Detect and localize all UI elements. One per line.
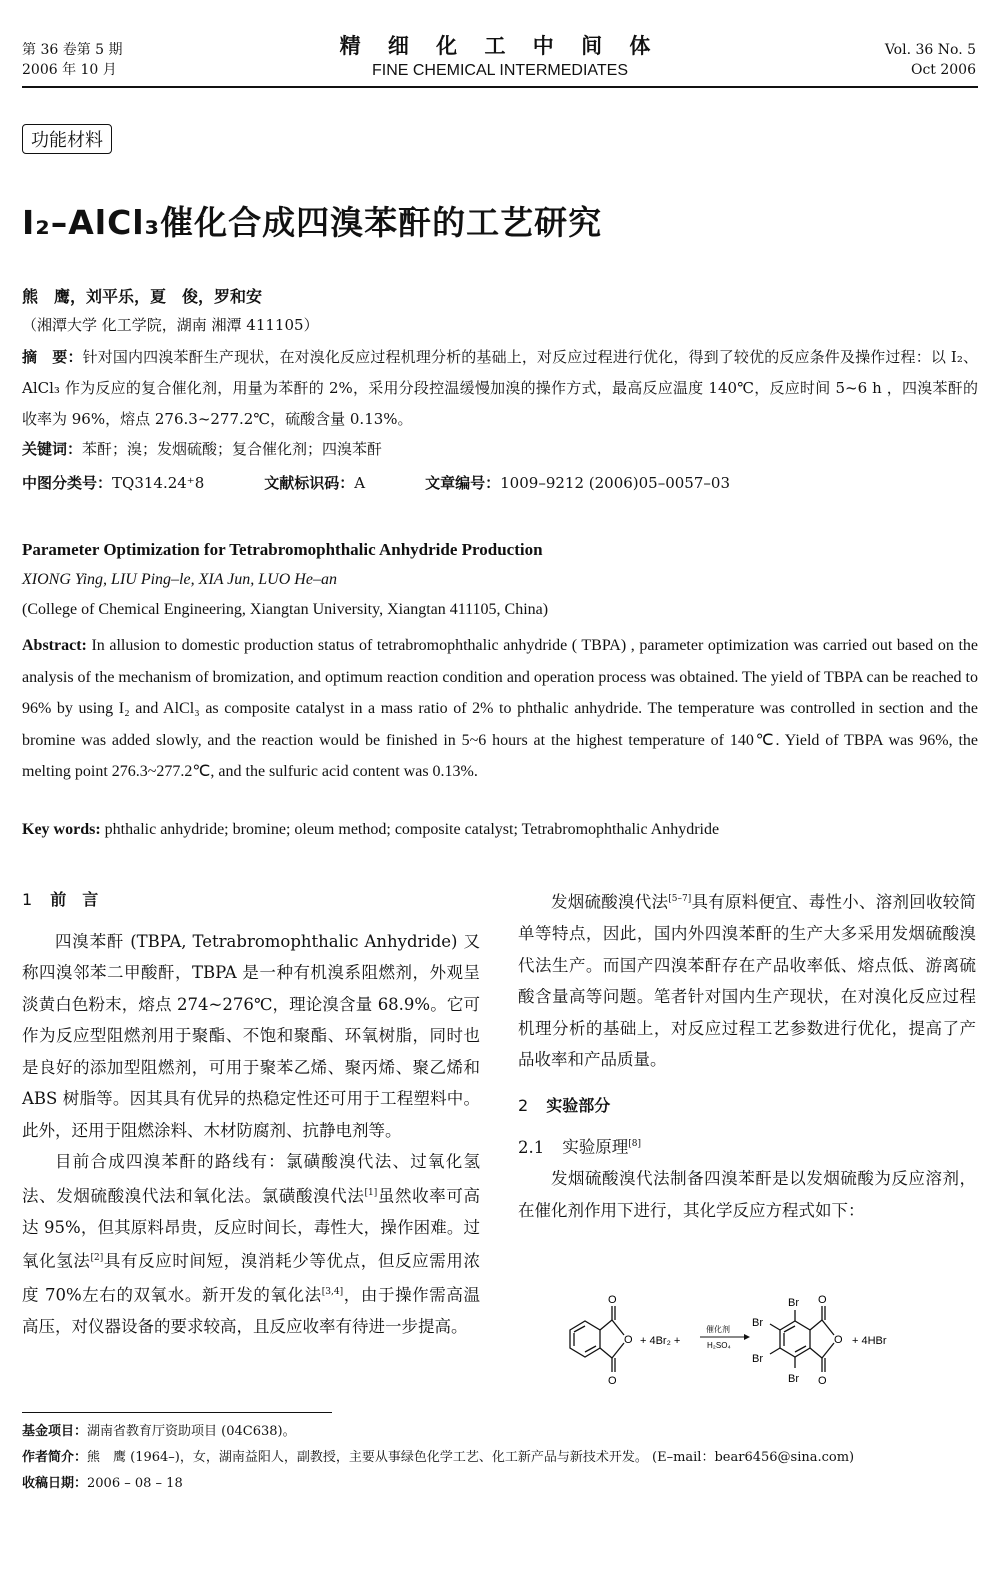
abstract-cn [22, 342, 978, 435]
citation-ref: [8] [628, 1139, 641, 1149]
doc-code [264, 472, 365, 493]
class-label: 中图分类号： [22, 474, 113, 492]
keywords-en [22, 821, 719, 839]
reagent-text: + 4Br₂ + [640, 1335, 681, 1347]
section-1-title: 前 言 [50, 890, 99, 909]
intro-p2-part-a: 目前合成四溴苯酐的路线有：氯磺酸溴代法、过氧化氢法、发烟硫酸溴代法和氧化法。氯磺酸溴代法 [22, 1152, 480, 1205]
oxygen-label: O [608, 1294, 617, 1306]
keywords-en-label: Key words: [22, 821, 101, 838]
affiliation-en: (College of Chemical Engineering, Xiangtan University, Xiangtan 411105, China) [22, 601, 549, 618]
class-number [22, 472, 204, 493]
footnote-received [22, 1472, 183, 1491]
product-text: + 4HBr [852, 1335, 887, 1347]
intro-p2-part-d: ，由于操作需高温高压，对仪器设备的要求较高，且反应收率有待进一步提高。 [22, 1285, 480, 1336]
intro-paragraph-1: 四溴苯酐 (TBPA, Tetrabromophthalic Anhydride) 又称四溴邻苯二甲酸酐，TBPA 是一种有机溴系阻燃剂，外观呈淡黄白色粉末，熔点 274~276℃，理论溴含量 68.9%。它可作为反应型阻燃剂用于聚酯、不饱和聚酯、环氧树脂，同时也是良好的添加型阻燃剂，可用于聚苯乙烯、聚丙烯、聚乙烯和 ABS 树脂等。因其具有优异的热稳定性还可用于工程塑料中。此外，还用于阻燃涂料、木材防腐剂、抗静电剂等。 [22, 931, 480, 1140]
header-rule [22, 86, 978, 88]
section-2-heading [518, 1090, 976, 1122]
footnote-label: 收稿日期： [22, 1476, 88, 1491]
abstract-text: 针对国内四溴苯酐生产现状，在对溴化反应过程机理分析的基础上，对反应过程进行优化，得到了较优的反应条件及操作过程：以 I₂、AlCl₃ 作为反应的复合催化剂，用量为苯酐的 2%，采用分段控温缓慢加溴的操作方式，最高反应温度 140℃，反应时间 5~6 h ，四溴苯酐的收率为 96%，熔点 276.3~277.2℃，硫酸含量 0.13%。 [22, 348, 978, 428]
reaction-equation [548, 1290, 968, 1400]
citation-ref: [1] [364, 1187, 378, 1198]
title-en: Parameter Optimization for Tetrabromophthalic Anhydride Production [22, 540, 543, 559]
paper-title: I₂–AlCl₃催化合成四溴苯酐的工艺研究 [22, 203, 603, 242]
tbpa-structure [770, 1306, 834, 1372]
catalyst-label: 催化剂 [706, 1325, 730, 1334]
intro-p2-part-c: 具有反应时间短，溴消耗少等优点，但反应需用浓度 70%左右的双氧水。新开发的氧化法 [22, 1251, 480, 1305]
oxygen-label: O [608, 1375, 617, 1387]
bromine-label: Br [788, 1297, 799, 1309]
issue-cn: 第 36 卷第 5 期 [22, 42, 123, 58]
left-column [22, 884, 480, 1343]
date-cn: 2006 年 10 月 [22, 62, 117, 78]
arrow-head [744, 1334, 750, 1340]
oxygen-label: O [624, 1334, 633, 1346]
abstract-en-label: Abstract: [22, 637, 87, 654]
abstract-label: 摘 要： [22, 348, 83, 366]
class-value: TQ314.24⁺8 [112, 474, 205, 492]
volume-en: Vol. 36 No. 5 [884, 42, 976, 58]
section-2-title: 实验部分 [546, 1095, 611, 1115]
footnote-text: 湖南省教育厅资助项目 (04C638)。 [87, 1424, 296, 1439]
keywords-en-text: phthalic anhydride; bromine; oleum method; composite catalyst; Tetrabromophthalic Anhydride [104, 821, 720, 838]
footnote-label: 作者简介： [22, 1450, 88, 1465]
authors-en: XIONG Ying, LIU Ping–le, XIA Jun, LUO He–an [22, 571, 337, 588]
section-2-1-number: 2.1 [518, 1137, 545, 1157]
footnote-funding [22, 1420, 296, 1439]
date-en: Oct 2006 [910, 62, 976, 78]
right-p1-part-a: 发烟硫酸溴代法 [551, 892, 669, 912]
section-tag: 功能材料 [22, 124, 112, 154]
abstract-en-text: In allusion to domestic production status of tetrabromophthalic anhydride ( TBPA) , parameter optimization was carried out based on the analysis of the mechanism of bromization, and optimum reaction condition and operation process was obtained. The yield of TBPA can be reached to 96% by using I₂ and AlCl₃ as composite catalyst in a mass ratio of 2% to phthalic anhydride. The temperature was controlled in section and the bromine was added slowly, and the reaction would be finished in 5~6 hours at the highest temperature of 140℃. Yield of TBPA was 96%, the melting point 276.3~277.2℃, and the sulfuric acid content was 0.13%. [22, 637, 979, 780]
citation-ref: [2] [90, 1253, 104, 1263]
keywords-cn [22, 438, 382, 459]
section-2-number: 2 [518, 1095, 529, 1115]
footnote-label: 基金项目： [22, 1424, 88, 1439]
oxygen-label: O [818, 1294, 827, 1306]
article-number-value: 1009–9212 (2006)05–0057–03 [500, 474, 730, 492]
section-2-1-title: 实验原理 [562, 1137, 629, 1157]
footnote-author [22, 1446, 854, 1465]
right-column [518, 884, 976, 1226]
doc-code-value: A [354, 474, 366, 492]
bromine-label: Br [752, 1353, 763, 1365]
section-2-1-heading [518, 1129, 976, 1163]
header-right [885, 40, 976, 80]
section-1-heading [22, 884, 480, 916]
journal-header [300, 30, 700, 80]
intro-p2-part-b: 虽然收率可高达 95%，但其原料昂贵，反应时间长，毒性大，操作困难。过氧化氢法 [22, 1186, 480, 1271]
keywords-text: 苯酐；溴；发烟硫酸；复合催化剂；四溴苯酐 [82, 440, 383, 458]
article-number [425, 472, 730, 493]
section-2-1-paragraph: 发烟硫酸溴代法制备四溴苯酐是以发烟硫酸为反应溶剂，在催化剂作用下进行，其化学反应方程式如下： [518, 1169, 976, 1220]
section-1-number: 1 [22, 890, 33, 909]
oxygen-label: O [834, 1334, 843, 1346]
phthalic-anhydride-structure [570, 1306, 624, 1372]
article-number-label: 文章编号： [425, 474, 501, 492]
citation-ref: [5–7] [668, 894, 692, 904]
authors-cn: 熊 鹰，刘平乐，夏 俊，罗和安 [22, 287, 263, 306]
oxygen-label: O [818, 1375, 827, 1387]
abstract-en [22, 630, 978, 788]
bromine-label: Br [752, 1317, 763, 1329]
footnote-text: 2006 – 08 – 18 [87, 1476, 183, 1491]
right-paragraph-1 [518, 884, 976, 1076]
affiliation-cn: （湘潭大学 化工学院，湖南 湘潭 411105） [22, 316, 319, 334]
footnote-text: 熊 鹰 (1964–)，女，湖南益阳人，副教授，主要从事绿色化学工艺、化工新产品与新技术开发。 (E–mail：bear6456@sina.com) [87, 1450, 855, 1465]
right-p1-part-b: 具有原料便宜、毒性小、溶剂回收较简单等特点，因此，国内外四溴苯酐的生产大多采用发烟硫酸溴代法生产。而国产四溴苯酐存在产品收率低、熔点低、游离硫酸含量高等问题。笔者针对国内生产现状，在对溴化反应过程机理分析的基础上，对反应过程工艺参数进行优化，提高了产品收率和产品质量。 [518, 892, 977, 1069]
footnote-rule [22, 1412, 332, 1413]
citation-ref: [3,4] [321, 1287, 344, 1297]
keywords-label: 关键词： [22, 440, 83, 458]
doc-code-label: 文献标识码： [264, 474, 355, 492]
solvent-label: H₂SO₄ [707, 1341, 731, 1350]
classification-line [22, 472, 972, 493]
intro-paragraph-2 [22, 1146, 480, 1343]
header-left [22, 40, 123, 80]
bromine-label: Br [788, 1373, 799, 1385]
journal-name-en: FINE CHEMICAL INTERMEDIATES [371, 62, 629, 79]
journal-name-cn: 精 细 化 工 中 间 体 [339, 34, 661, 58]
